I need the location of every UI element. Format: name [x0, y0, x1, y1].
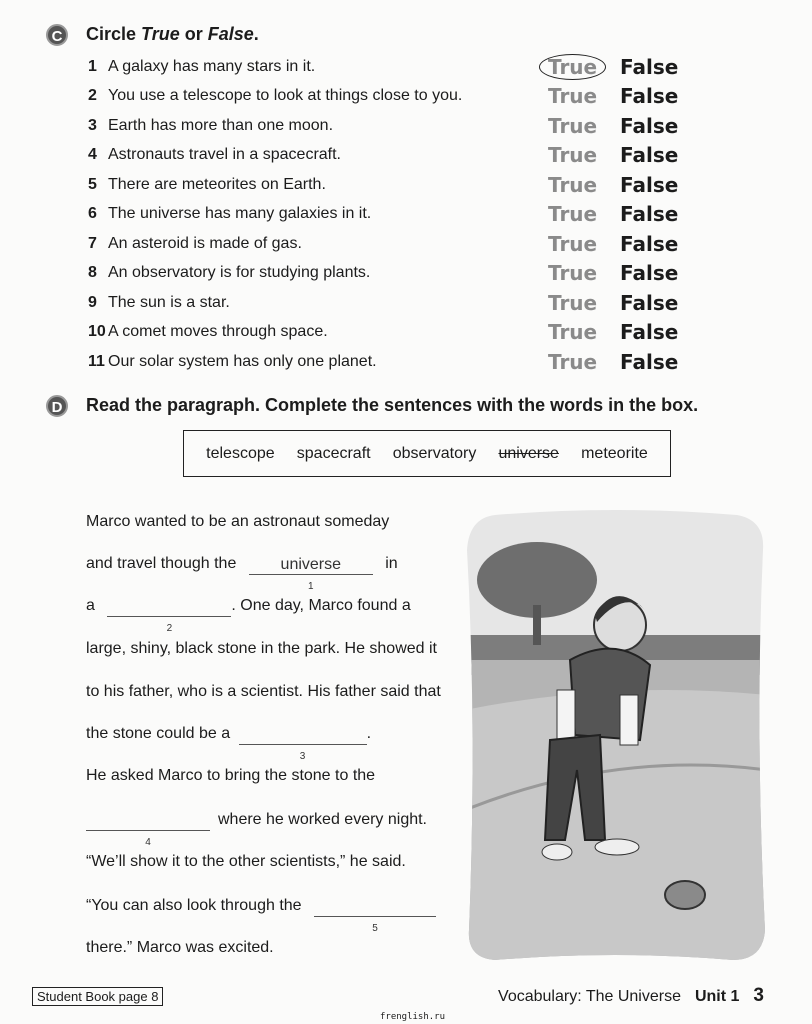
section-c-badge: C	[46, 24, 68, 46]
paragraph-line: “We’ll show it to the other scientists,” he said.	[86, 853, 406, 870]
item-number: 2	[88, 87, 97, 104]
true-false-item	[88, 55, 788, 79]
true-option[interactable]: True	[548, 173, 598, 197]
true-false-item	[88, 143, 788, 167]
student-book-reference: Student Book page 8	[32, 987, 163, 1006]
blank-5[interactable]: 5	[314, 898, 436, 917]
true-option[interactable]: True	[548, 202, 598, 226]
word-crossed-out: universe	[498, 444, 559, 462]
word: spacecraft	[296, 444, 371, 462]
word: telescope	[206, 444, 275, 462]
true-option[interactable]: True	[548, 350, 598, 374]
item-number: 9	[88, 294, 97, 311]
site-watermark: frenglish.ru	[380, 1012, 446, 1022]
paragraph-line: “You can also look through the 5	[86, 895, 436, 917]
section-d-title: Read the paragraph. Complete the sentences with the words in the box.	[86, 395, 699, 415]
true-option[interactable]: True	[548, 232, 598, 256]
blank-2[interactable]: 2	[107, 598, 231, 617]
item-number: 7	[88, 235, 97, 252]
true-option[interactable]: True	[548, 320, 598, 344]
true-option[interactable]: True	[548, 291, 598, 315]
word-box	[183, 430, 671, 477]
item-statement: There are meteorites on Earth.	[108, 176, 326, 193]
item-number: 3	[88, 117, 97, 134]
item-statement: A comet moves through space.	[108, 323, 328, 340]
false-option[interactable]: False	[620, 350, 679, 374]
true-false-item	[88, 320, 788, 344]
false-option[interactable]: False	[620, 202, 679, 226]
false-option[interactable]: False	[620, 55, 679, 79]
section-d-badge: D	[46, 395, 68, 417]
true-option[interactable]: True	[548, 55, 606, 79]
item-statement: Earth has more than one moon.	[108, 117, 334, 134]
item-number: 5	[88, 176, 97, 193]
false-option[interactable]: False	[620, 143, 679, 167]
page-footer: Vocabulary: The Universe Unit 1 3	[498, 985, 764, 1006]
true-false-item	[88, 84, 788, 108]
section-c-title: Circle True or False.	[86, 24, 259, 44]
blank-1[interactable]: universe 1	[249, 556, 373, 575]
paragraph-line: and travel though the universe 1 in	[86, 555, 398, 592]
true-false-item	[88, 291, 788, 315]
true-false-item	[88, 173, 788, 197]
true-option[interactable]: True	[548, 143, 598, 167]
true-false-item	[88, 232, 788, 256]
word: meteorite	[581, 444, 648, 462]
word: observatory	[392, 444, 477, 462]
item-number: 8	[88, 264, 97, 281]
item-statement: An asteroid is made of gas.	[108, 235, 302, 252]
paragraph-line: He asked Marco to bring the stone to the	[86, 767, 376, 784]
false-option[interactable]: False	[620, 84, 679, 108]
item-number: 4	[88, 146, 97, 163]
false-option[interactable]: False	[620, 173, 679, 197]
item-statement: You use a telescope to look at things close to you.	[108, 87, 463, 104]
true-false-item	[88, 350, 788, 374]
blank-4[interactable]: 4	[86, 812, 210, 831]
item-number: 10	[88, 323, 106, 340]
true-false-item	[88, 261, 788, 285]
true-option[interactable]: True	[548, 84, 598, 108]
true-false-item	[88, 114, 788, 138]
true-option[interactable]: True	[548, 114, 598, 138]
paragraph-line: the stone could be a 3 .	[86, 725, 372, 762]
true-option[interactable]: True	[548, 261, 598, 285]
false-option[interactable]: False	[620, 232, 679, 256]
blank-3[interactable]: 3	[239, 726, 367, 745]
paragraph-line: 4 where he worked every night.	[86, 809, 427, 831]
paragraph-line: to his father, who is a scientist. His father said that	[86, 683, 441, 700]
item-statement: Our solar system has only one planet.	[108, 353, 377, 370]
item-statement: The sun is a star.	[108, 294, 230, 311]
stone	[665, 881, 705, 909]
item-statement: Astronauts travel in a spacecraft.	[108, 146, 341, 163]
item-statement: The universe has many galaxies in it.	[108, 205, 372, 222]
true-false-item	[88, 202, 788, 226]
paragraph-line: large, shiny, black stone in the park. He showed it	[86, 640, 437, 657]
item-number: 11	[88, 353, 105, 370]
false-option[interactable]: False	[620, 114, 679, 138]
paragraph-line: a 2 . One day, Marco found a	[86, 597, 411, 634]
item-number: 6	[88, 205, 97, 222]
paragraph-line: Marco wanted to be an astronaut someday	[86, 513, 390, 530]
item-statement: A galaxy has many stars in it.	[108, 58, 316, 75]
false-option[interactable]: False	[620, 291, 679, 315]
boy-in-park-illustration	[465, 510, 767, 962]
item-number: 1	[88, 58, 97, 75]
false-option[interactable]: False	[620, 320, 679, 344]
item-statement: An observatory is for studying plants.	[108, 264, 371, 281]
false-option[interactable]: False	[620, 261, 679, 285]
paragraph-line: there.” Marco was excited.	[86, 939, 274, 956]
